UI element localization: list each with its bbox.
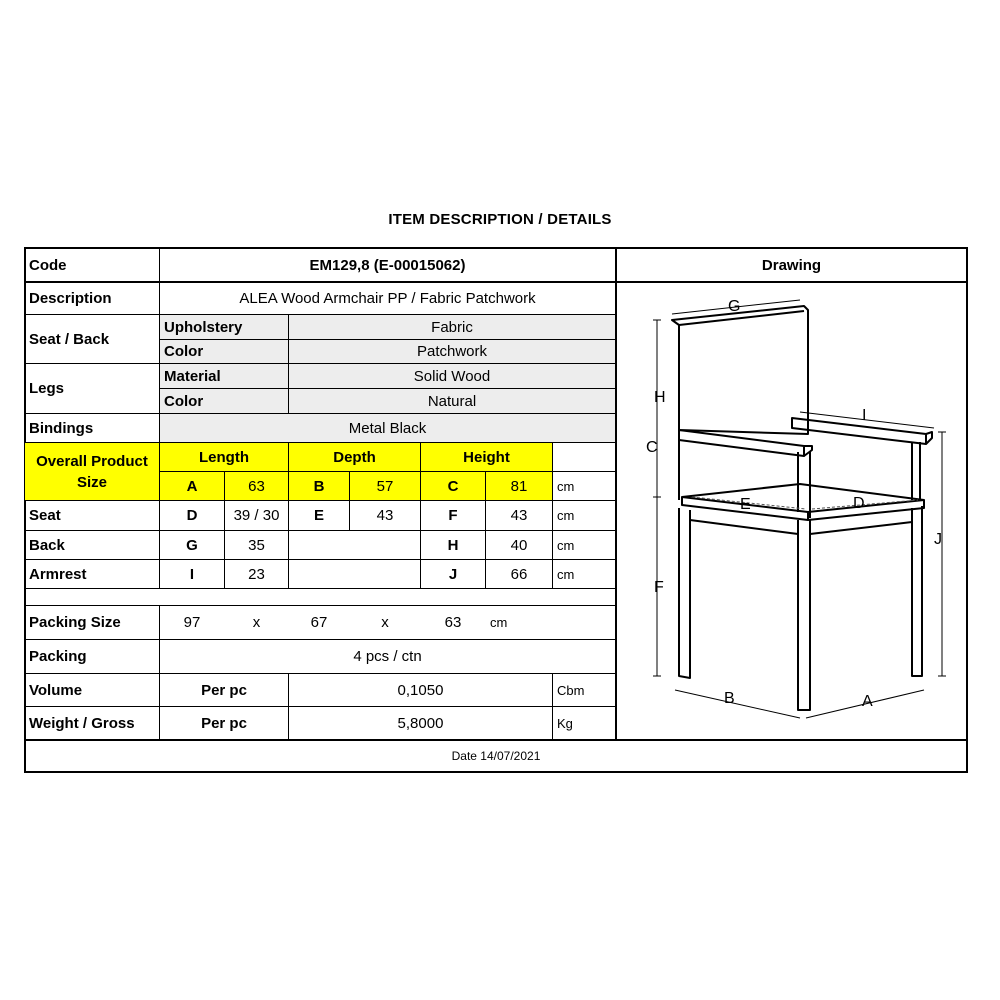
drawing-label-e: E <box>740 496 751 513</box>
armrest-unit: cm <box>557 566 575 582</box>
drawing-label-b: B <box>724 690 735 707</box>
packing-size-height: 63 <box>444 614 462 631</box>
packing-label: Packing <box>29 648 87 665</box>
seat-color-label: Color <box>164 343 204 360</box>
back-letter-h: H <box>447 536 459 554</box>
packing-size-x2: x <box>381 614 389 631</box>
seat-letter-d: D <box>186 507 198 524</box>
packing-size-depth: 67 <box>310 614 328 631</box>
armrest-dims-label: Armrest <box>29 565 87 583</box>
back-unit: cm <box>557 537 575 553</box>
volume-unit: Cbm <box>557 682 585 698</box>
overall-size-label-line1: Overall Product <box>36 452 148 470</box>
description-value: ALEA Wood Armchair PP / Fabric Patchwork <box>239 290 536 307</box>
seat-back-label: Seat / Back <box>29 330 110 348</box>
armrest-i-value: 23 <box>248 565 265 583</box>
seat-unit: cm <box>557 508 575 523</box>
upholstery-label: Upholstery <box>164 318 243 336</box>
overall-letter-b: B <box>313 477 325 495</box>
packing-size-label: Packing Size <box>29 614 121 631</box>
drawing-label-g: G <box>728 298 741 315</box>
weight-label: Weight / Gross <box>29 714 135 732</box>
code-label: Code <box>29 256 67 274</box>
legs-color-value: Natural <box>427 392 477 410</box>
packing-size-x1: x <box>252 614 261 631</box>
armrest-letter-j: J <box>448 565 458 583</box>
back-g-value: 35 <box>248 536 265 554</box>
legs-color-label: Color <box>164 392 204 410</box>
description-label: Description <box>29 290 112 307</box>
overall-depth-value: 57 <box>376 477 394 495</box>
back-dims-label: Back <box>29 536 65 554</box>
overall-length-value: 63 <box>248 477 265 495</box>
front-leg-left <box>679 508 690 678</box>
right-armrest <box>792 418 926 444</box>
armrest-j-value: 66 <box>510 565 528 583</box>
drawing-label-d: D <box>853 495 865 512</box>
back-h-value: 40 <box>510 536 528 554</box>
seat-color-value: Patchwork <box>416 343 488 360</box>
overall-height-value: 81 <box>510 477 528 495</box>
seat-letter-f: F <box>448 507 458 524</box>
seat-e-value: 43 <box>376 507 394 524</box>
front-leg-right <box>912 506 922 676</box>
drawing-label-f: F <box>654 579 664 596</box>
depth-header: Depth <box>333 448 376 466</box>
packing-size-length: 97 <box>183 614 201 631</box>
drawing-label-a: A <box>862 693 873 710</box>
armchair-drawing <box>618 282 964 738</box>
packing-size-unit: cm <box>490 615 508 630</box>
volume-label: Volume <box>29 681 83 699</box>
seat-d-value: 39 / 30 <box>233 507 280 524</box>
date-footer: Date 14/07/2021 <box>451 749 541 763</box>
drawing-label-c: C <box>646 439 658 456</box>
weight-unit: Kg <box>557 715 573 731</box>
seat-dims-label: Seat <box>29 507 61 524</box>
back-letter-g: G <box>186 536 198 554</box>
legs-material-label: Material <box>164 367 221 385</box>
overall-unit: cm <box>557 478 575 494</box>
overall-letter-c: C <box>447 477 459 495</box>
seat <box>682 484 924 512</box>
legs-material-value: Solid Wood <box>413 367 491 385</box>
height-header: Height <box>463 448 510 466</box>
legs-label: Legs <box>29 380 65 397</box>
bindings-value: Metal Black <box>348 419 427 437</box>
volume-value: 0,1050 <box>397 681 444 699</box>
backrest <box>672 306 808 434</box>
page-title: ITEM DESCRIPTION / DETAILS <box>388 211 612 228</box>
seat-f-value: 43 <box>510 507 528 524</box>
overall-size-label <box>25 443 159 500</box>
drawing-label-h: H <box>654 389 666 406</box>
drawing-label-i: I <box>862 407 867 424</box>
upholstery-value: Fabric <box>431 318 473 336</box>
code-value: EM129,8 (E-00015062) <box>309 256 466 274</box>
packing-value: 4 pcs / ctn <box>353 648 422 665</box>
drawing-header: Drawing <box>761 256 822 274</box>
front-leg-center <box>798 520 810 710</box>
weight-value: 5,8000 <box>397 714 444 732</box>
volume-per: Per pc <box>201 681 247 699</box>
overall-letter-a: A <box>186 477 198 495</box>
overall-size-label-line2: Size <box>76 473 107 491</box>
seat-letter-e: E <box>313 507 324 524</box>
bindings-label: Bindings <box>29 419 94 437</box>
length-header: Length <box>199 448 249 466</box>
weight-per: Per pc <box>201 714 247 732</box>
armrest-letter-i: I <box>189 565 195 583</box>
drawing-label-j: J <box>934 531 942 548</box>
